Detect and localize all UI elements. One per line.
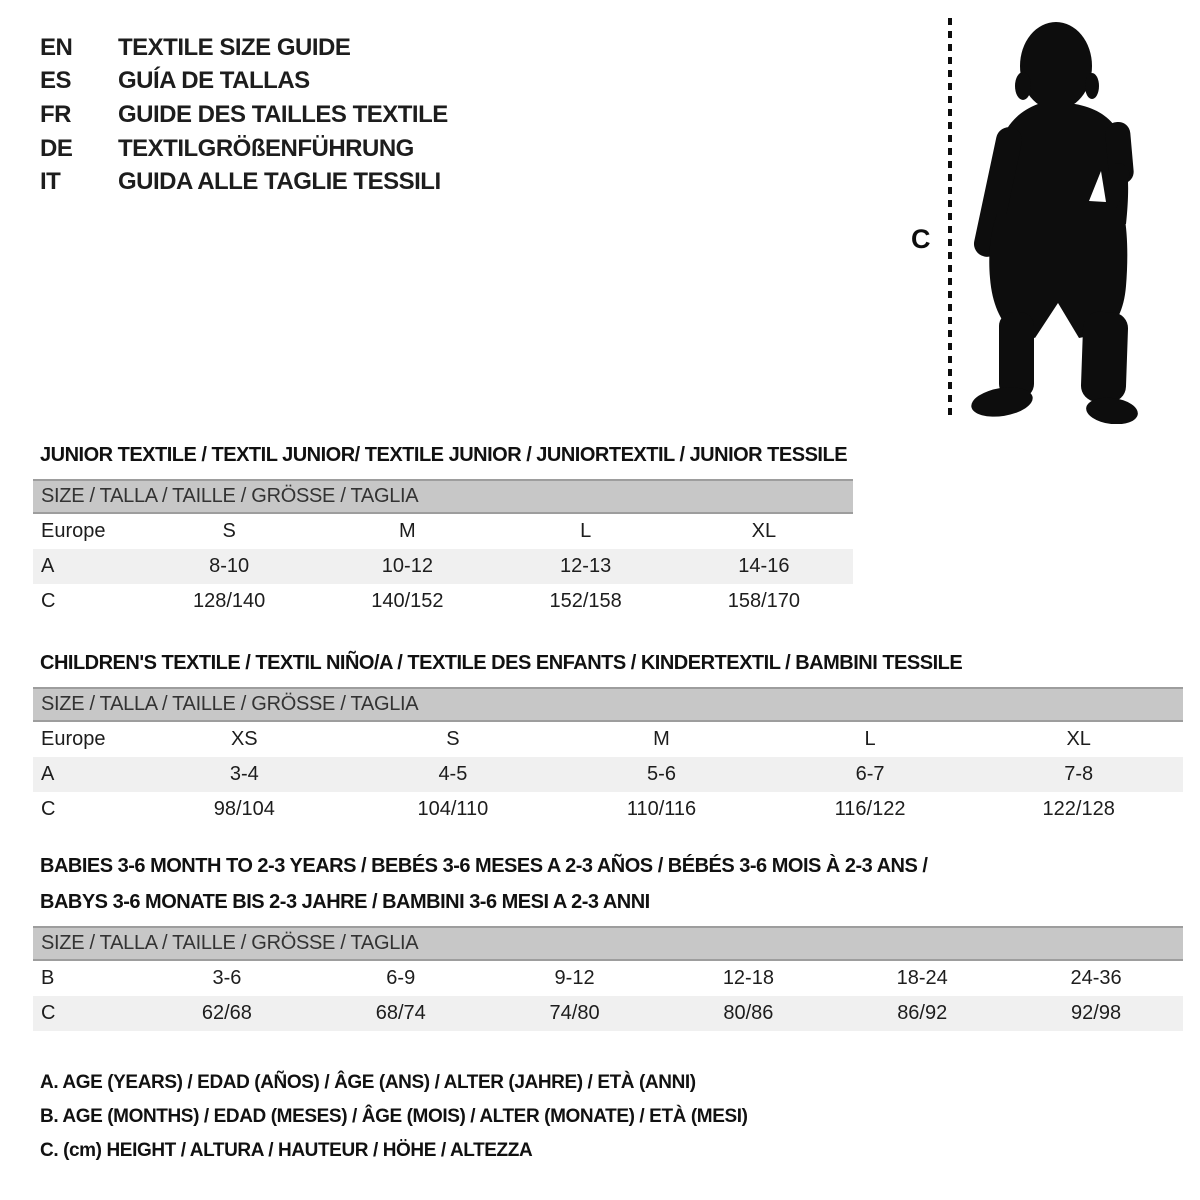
table-cell: 62/68 (201, 1002, 252, 1024)
table-cell: 158/170 (727, 590, 801, 612)
table-cell: 98/104 (213, 798, 275, 820)
section-junior (33, 437, 853, 619)
language-title: TEXTILE SIZE GUIDE (118, 33, 351, 61)
row-label: C (41, 798, 56, 820)
row-label: A (41, 555, 55, 577)
section-title: BABYS 3-6 MONATE BIS 2-3 JAHRE / BAMBINI 3-6 MESI A 2-3 ANNI (40, 891, 650, 913)
section-children (33, 645, 1183, 827)
language-code: DE (40, 134, 73, 162)
table-cell: XS (230, 728, 258, 750)
legend-line: A. AGE (YEARS) / EDAD (AÑOS) / ÂGE (ANS) / ALTER (JAHRE) / ETÀ (ANNI) (40, 1072, 696, 1093)
size-header-bar: SIZE / TALLA / TAILLE / GRÖSSE / TAGLIA (33, 687, 1183, 722)
size-table (33, 926, 1183, 1031)
row-label: B (41, 967, 55, 989)
table-cell: M (399, 520, 416, 542)
table-cell: 68/74 (375, 1002, 426, 1024)
toddler-height-figure (905, 14, 1155, 424)
figure-height-label: C (911, 224, 931, 254)
row-label: Europe (41, 728, 106, 750)
table-row (33, 792, 1183, 827)
table-cell: 10-12 (381, 555, 433, 577)
table-cell: 7-8 (1064, 763, 1094, 785)
legend-line: B. AGE (MONTHS) / EDAD (MESES) / ÂGE (MOIS) / ALTER (MONATE) / ETÀ (MESI) (40, 1106, 748, 1127)
table-cell: 152/158 (549, 590, 622, 612)
legend (40, 1066, 748, 1168)
row-label: C (41, 1002, 56, 1024)
size-header-bar: SIZE / TALLA / TAILLE / GRÖSSE / TAGLIA (33, 479, 853, 514)
table-cell: S (222, 520, 236, 542)
size-table (33, 687, 1183, 827)
row-label: A (41, 763, 55, 785)
table-cell: L (864, 728, 876, 750)
table-cell: 3-6 (212, 967, 242, 989)
table-cell: XL (751, 520, 777, 542)
table-cell: 8-10 (209, 555, 250, 577)
table-cell: 12-13 (560, 555, 612, 577)
table-cell: 110/116 (626, 798, 697, 820)
table-cell: 24-36 (1070, 967, 1122, 989)
language-row (40, 132, 448, 166)
language-code: ES (40, 67, 72, 95)
language-code: FR (40, 100, 71, 128)
language-title: TEXTILGRÖßENFÜHRUNG (118, 134, 414, 162)
language-title-list (40, 31, 448, 199)
language-code: IT (40, 168, 61, 196)
table-cell: XL (1066, 728, 1091, 750)
table-cell: 6-9 (386, 967, 416, 989)
table-cell: 116/122 (834, 798, 906, 820)
table-row (33, 549, 853, 584)
table-row (33, 584, 853, 619)
section-title: BABIES 3-6 MONTH TO 2-3 YEARS / BEBÉS 3-6 MESES A 2-3 AÑOS / BÉBÉS 3-6 MOIS À 2-3 ANS / (40, 855, 928, 877)
table-cell: 4-5 (438, 763, 468, 785)
table-row (33, 996, 1183, 1031)
size-table (33, 479, 853, 619)
size-header-bar: SIZE / TALLA / TAILLE / GRÖSSE / TAGLIA (33, 926, 1183, 961)
section-babies (33, 848, 1183, 1031)
row-label: Europe (41, 520, 106, 542)
language-row (40, 65, 448, 99)
language-code: EN (40, 33, 73, 61)
section-title: JUNIOR TEXTILE / TEXTIL JUNIOR/ TEXTILE JUNIOR / JUNIORTEXTIL / JUNIOR TESSILE (40, 444, 848, 466)
table-cell: 9-12 (554, 967, 595, 989)
table-cell: L (580, 520, 592, 542)
table-cell: 6-7 (855, 763, 885, 785)
table-row (33, 757, 1183, 792)
table-cell: 140/152 (371, 590, 444, 612)
table-cell: M (653, 728, 670, 750)
table-cell: 128/140 (192, 590, 266, 612)
table-cell: 14-16 (738, 555, 790, 577)
table-cell: 12-18 (722, 967, 774, 989)
language-title: GUIDE DES TAILLES TEXTILE (118, 100, 448, 128)
table-cell: 80/86 (723, 1002, 774, 1024)
table-row (33, 961, 1183, 996)
legend-line: C. (cm) HEIGHT / ALTURA / HAUTEUR / HÖHE / ALTEZZA (40, 1140, 533, 1161)
language-row (40, 165, 448, 199)
table-cell: 104/110 (417, 798, 489, 820)
language-title: GUIDA ALLE TAGLIE TESSILI (118, 168, 441, 196)
table-cell: 5-6 (647, 763, 676, 785)
row-label: C (41, 590, 56, 612)
table-cell: S (446, 728, 460, 750)
section-title: CHILDREN'S TEXTILE / TEXTIL NIÑO/A / TEXTILE DES ENFANTS / KINDERTEXTIL / BAMBINI TESSILE (40, 652, 963, 674)
table-cell: 92/98 (1071, 1002, 1122, 1024)
table-row (33, 722, 1183, 757)
table-cell: 18-24 (896, 967, 948, 989)
language-title: GUÍA DE TALLAS (118, 67, 310, 95)
table-cell: 86/92 (897, 1002, 948, 1024)
language-row (40, 31, 448, 65)
table-cell: 74/80 (549, 1002, 600, 1024)
table-cell: 122/128 (1042, 798, 1115, 820)
table-cell: 3-4 (229, 763, 259, 785)
toddler-silhouette-icon (969, 22, 1139, 424)
table-row (33, 514, 853, 549)
language-row (40, 98, 448, 132)
